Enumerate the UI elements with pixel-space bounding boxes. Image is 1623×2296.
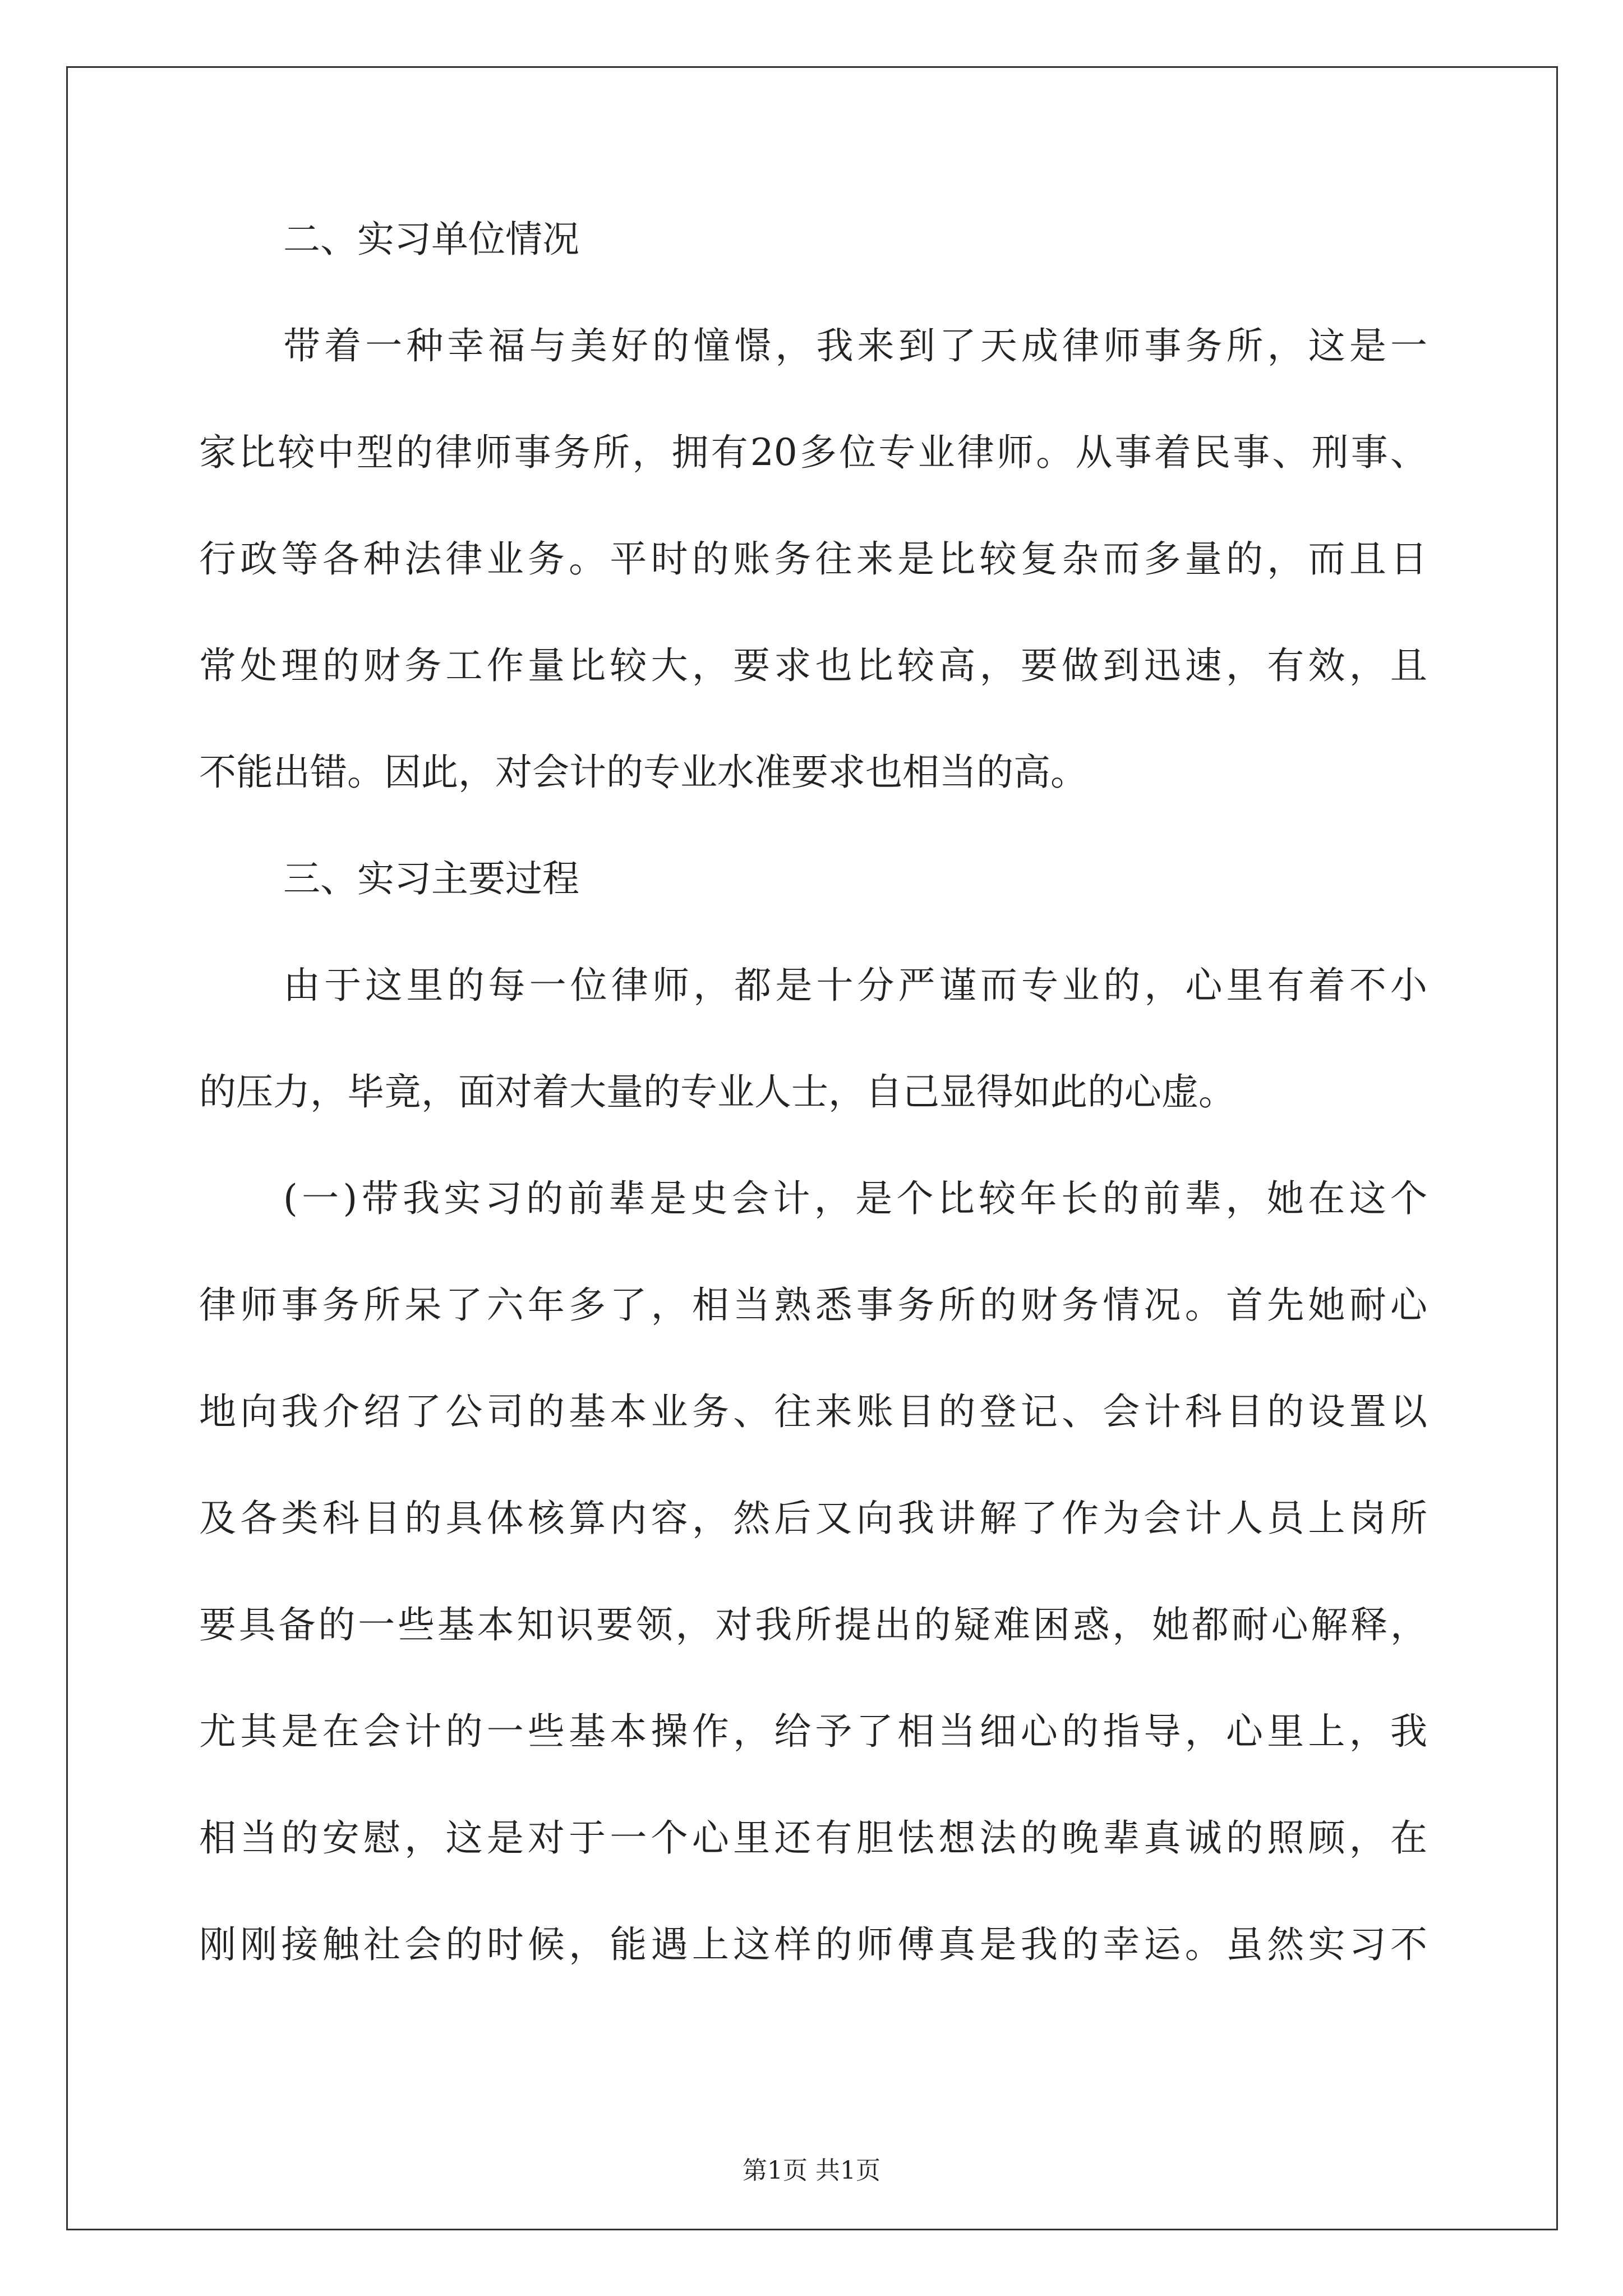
paragraph-line: 带着一种幸福与美好的憧憬，我来到了天成律师事务所，这是一 (283, 324, 1427, 367)
section-heading-main-process: 三、实习主要过程 (283, 857, 579, 900)
paragraph-line: 地向我介绍了公司的基本业务、往来账目的登记、会计科目的设置以 (199, 1390, 1427, 1433)
paragraph-line: 刚刚接触社会的时候，能遇上这样的师傅真是我的幸运。虽然实习不 (199, 1923, 1427, 1966)
paragraph-line: 常处理的财务工作量比较大，要求也比较高，要做到迅速，有效，且 (199, 644, 1427, 687)
paragraph-line: (一)带我实习的前辈是史会计，是个比较年长的前辈，她在这个 (283, 1177, 1427, 1220)
paragraph-line: 的压力，毕竟，面对着大量的专业人士，自己显得如此的心虚。 (199, 1070, 1235, 1114)
paragraph-line: 相当的安慰，这是对于一个心里还有胆怯想法的晚辈真诚的照顾，在 (199, 1816, 1427, 1860)
section-heading-internship-unit: 二、实习单位情况 (283, 218, 579, 261)
page-border (66, 66, 1558, 2230)
paragraph-line: 行政等各种法律业务。平时的账务往来是比较复杂而多量的，而且日 (199, 537, 1427, 581)
paragraph-line: 不能出错。因此，对会计的专业水准要求也相当的高。 (199, 751, 1087, 794)
paragraph-line: 及各类科目的具体核算内容，然后又向我讲解了作为会计人员上岗所 (199, 1497, 1427, 1540)
paragraph-line: 律师事务所呆了六年多了，相当熟悉事务所的财务情况。首先她耐心 (199, 1283, 1427, 1327)
paragraph-line: 由于这里的每一位律师，都是十分严谨而专业的，心里有着不小 (283, 964, 1427, 1007)
paragraph-line: 尤其是在会计的一些基本操作，给予了相当细心的指导，心里上，我 (199, 1710, 1427, 1753)
page-footer: 第1页 共1页 (743, 2156, 880, 2185)
paragraph-line: 家比较中型的律师事务所，拥有20多位专业律师。从事着民事、刑事、 (199, 431, 1427, 474)
paragraph-line: 要具备的一些基本知识要领，对我所提出的疑难困惑，她都耐心解释， (199, 1603, 1427, 1646)
